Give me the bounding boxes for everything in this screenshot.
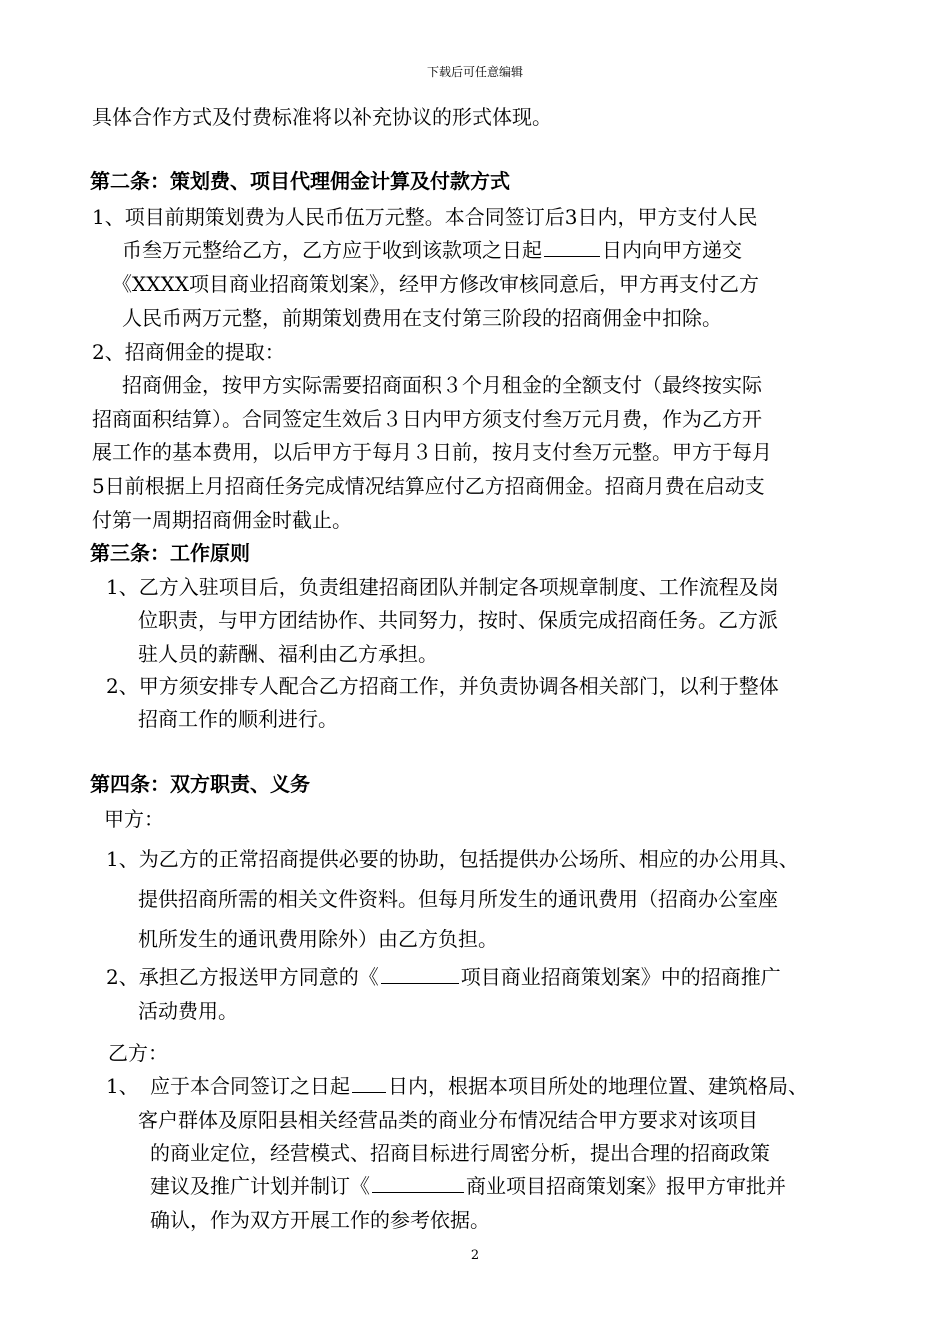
party-a-item-1-line-3: 机所发生的通讯费用除外）由乙方负担。 — [138, 927, 498, 951]
page-number: 2 — [470, 1248, 480, 1263]
party-b-item-1-line-1: 应于本合同签订之日起 日内，根据本项目所处的地理位置、建筑格局、 — [150, 1074, 808, 1098]
article-2-item-1-line-1: 1、项目前期策划费为人民币伍万元整。本合同签订后3日内，甲方支付人民 — [92, 205, 758, 229]
party-a-item-2-line-2: 活动费用。 — [138, 999, 238, 1023]
article-3-item-1-line-1: 1、乙方入驻项目后，负责组建招商团队并制定各项规章制度、工作流程及岗 — [106, 575, 779, 599]
article-2-item-1-line-2: 币叁万元整给乙方，乙方应于收到该款项之日起 日内向甲方递交 — [122, 238, 742, 262]
page-header: 下载后可任意编辑 — [426, 65, 523, 79]
party-b-item-1-line-3: 的商业定位，经营模式、招商目标进行周密分析，提出合理的招商政策 — [150, 1141, 770, 1165]
party-b-item-1-line-4: 建议及推广计划并制订《 商业项目招商策划案》报甲方审批并 — [150, 1174, 786, 1198]
party-a-label: 甲方： — [104, 807, 164, 831]
article-3-heading: 第三条：工作原则 — [90, 541, 250, 565]
fill-in-blank — [372, 1174, 464, 1193]
intro-line: 具体合作方式及付费标准将以补充协议的形式体现。 — [92, 105, 552, 129]
fill-in-blank — [381, 965, 459, 984]
article-2-item-2-line-4: 5日前根据上月招商任务完成情况结算应付乙方招商佣金。招商月费在启动支 — [92, 474, 765, 498]
fill-in-blank — [544, 238, 600, 257]
article-4-heading: 第四条：双方职责、义务 — [90, 772, 310, 796]
party-a-item-1-line-1: 1、为乙方的正常招商提供必要的协助，包括提供办公场所、相应的办公用具、 — [106, 847, 799, 871]
article-2-item-2-line-2: 招商面积结算）。合同签定生效后３日内甲方须支付叁万元月费，作为乙方开 — [92, 407, 762, 431]
article-2-item-2-line-5: 付第一周期招商佣金时截止。 — [92, 508, 352, 532]
party-b-item-1-line-2: 客户群体及原阳县相关经营品类的商业分布情况结合甲方要求对该项目 — [138, 1108, 758, 1132]
article-2-item-2-line-3: 展工作的基本费用，以后甲方于每月３日前，按月支付叁万元整。甲方于每月 — [92, 440, 772, 464]
fill-in-blank — [352, 1074, 386, 1093]
article-3-item-2-line-2: 招商工作的顺利进行。 — [138, 707, 338, 731]
party-a-item-1-line-2: 提供招商所需的相关文件资料。但每月所发生的通讯费用（招商办公室座 — [138, 887, 778, 911]
party-a-item-2-line-1: 2、承担乙方报送甲方同意的《 项目商业招商策划案》中的招商推广 — [106, 965, 781, 989]
party-b-label: 乙方： — [108, 1041, 168, 1065]
party-b-item-1-line-5: 确认，作为双方开展工作的参考依据。 — [150, 1208, 490, 1232]
article-2-item-2-line-1: 招商佣金，按甲方实际需要招商面积３个月租金的全额支付（最终按实际 — [122, 373, 762, 397]
article-3-item-1-line-3: 驻人员的薪酬、福利由乙方承担。 — [138, 642, 438, 666]
article-2-item-1-line-4: 人民币两万元整，前期策划费用在支付第三阶段的招商佣金中扣除。 — [122, 306, 722, 330]
article-3-item-1-line-2: 位职责，与甲方团结协作、共同努力，按时、保质完成招商任务。乙方派 — [138, 608, 778, 632]
article-2-heading: 第二条：策划费、项目代理佣金计算及付款方式 — [90, 169, 510, 193]
article-2-item-2-title: 2、招商佣金的提取： — [92, 340, 285, 364]
party-b-item-1-number: 1、 — [106, 1074, 139, 1098]
article-2-item-1-line-3: 《XXXX项目商业招商策划案》，经甲方修改审核同意后，甲方再支付乙方 — [112, 272, 759, 296]
article-3-item-2-line-1: 2、甲方须安排专人配合乙方招商工作，并负责协调各相关部门，以利于整体 — [106, 674, 779, 698]
